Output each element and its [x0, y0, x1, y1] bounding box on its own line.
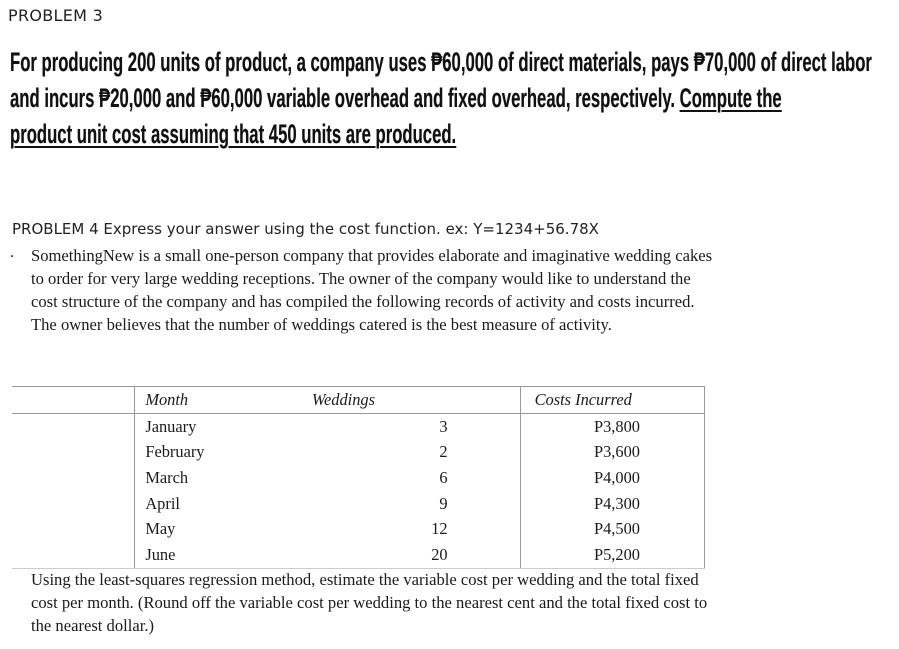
- month-cell: January: [145, 416, 197, 436]
- problem-4-question: Using the least-squares regression method, estimate the variable cost per wedding and the total fixed cost per month. (Round off the variable cost per wedding to the nearest cent and the total fixed cost to the nearest dollar.): [31, 570, 708, 635]
- table-spacer: [12, 491, 135, 517]
- table-row: [12, 542, 705, 568]
- table-row: [12, 414, 705, 440]
- table-spacer: [12, 542, 135, 568]
- table-row: [12, 440, 705, 466]
- problem-3-statement: For producing 200 units of product, a company uses ₱60,000 of direct materials, pays ₱70,000 of direct labor and incurs ₱20,000 and ₱60,000 variable overhead and fixed overhead, respectively.: [10, 47, 872, 113]
- table-spacer: [12, 414, 135, 440]
- weddings-cell: 9: [312, 491, 520, 517]
- problem-4-intro: SomethingNew is a small one-person company that provides elaborate and imaginative wedding cakes to order for very large wedding receptions. The owner of the company would like to understand the cost structure of the company and has compiled the following records of activity and costs incurred. The owner believes that the number of weddings catered is the best measure of activity.: [31, 246, 713, 334]
- header-month: Month: [135, 387, 312, 414]
- cost-cell: P5,200: [520, 542, 704, 568]
- problem-3-question-part-1: Compute the: [679, 83, 782, 113]
- activity-cost-table: [12, 386, 705, 569]
- table-spacer: [12, 516, 135, 542]
- problem-4-heading: PROBLEM 4 Express your answer using the cost function. ex: Y=1234+56.78X: [12, 220, 599, 238]
- header-costs-incurred: Costs Incurred: [520, 387, 704, 414]
- bullet-marker: .: [10, 244, 14, 261]
- table-row: [12, 516, 705, 542]
- month-cell: March: [145, 467, 189, 487]
- table-spacer: [12, 387, 135, 414]
- cost-cell: P3,800: [520, 414, 704, 440]
- month-cell: February: [145, 442, 205, 462]
- cost-cell: P4,500: [520, 516, 704, 542]
- cost-cell: P4,300: [520, 491, 704, 517]
- table-row: [12, 491, 705, 517]
- table-spacer: [12, 440, 135, 466]
- month-cell: May: [145, 519, 176, 539]
- cost-cell: P4,000: [520, 465, 704, 491]
- month-cell: June: [135, 542, 312, 568]
- problem-3-text: [10, 44, 892, 152]
- table-spacer: [12, 465, 135, 491]
- cost-cell: P3,600: [520, 440, 704, 466]
- weddings-cell: 3: [312, 414, 520, 440]
- weddings-cell: 20: [312, 542, 520, 568]
- table-header-row: [12, 387, 705, 414]
- problem-3-heading: PROBLEM 3: [8, 6, 104, 25]
- month-cell: April: [145, 493, 180, 513]
- weddings-cell: 12: [312, 516, 520, 542]
- weddings-cell: 6: [312, 465, 520, 491]
- table-row: [12, 465, 705, 491]
- problem-3-question-part-2: product unit cost assuming that 450 units are produced.: [10, 119, 457, 149]
- weddings-cell: 2: [312, 440, 520, 466]
- header-weddings: Weddings: [312, 387, 520, 414]
